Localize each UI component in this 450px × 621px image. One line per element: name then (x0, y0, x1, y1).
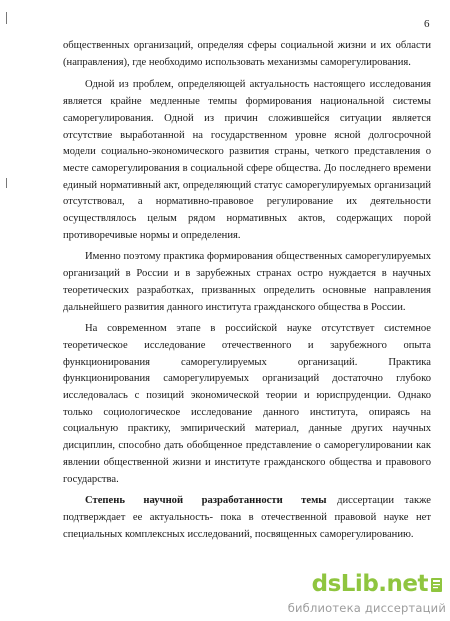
section-lead-bold: Степень научной разработанности темы (85, 495, 327, 507)
watermark-tagline: библиотека диссертаций (287, 601, 446, 615)
scan-margin-mark (6, 12, 7, 24)
paragraph: На современном этапе в российской науке отсутствует системное теоретическое исследование отечественного и зарубежного опыта функционирования саморегулируемых организаций. Практика функционирования саморегулируемых организаций достаточно глубоко исследовалась с позиций экономической теории и юриспруденции. Однако только социологическое исследование данного института, опираясь на социальную практику, эмпирический материал, данные других научных дисциплин, способно дать обобщенное представление о саморегулировании как явлении общественной жизни и институте гражданского общества и правового государства. (63, 323, 431, 485)
paragraph: Именно поэтому практика формирования общественных саморегулируемых организаций в России и в зарубежных странах остро нуждается в научных теоретических разработках, призванных определить основные направления дальнейшего развития данного института гражданского общества в России. (63, 251, 431, 313)
page-number: 6 (424, 18, 430, 30)
paragraph (63, 493, 431, 543)
dslib-watermark (268, 571, 446, 618)
scan-margin-mark (6, 178, 7, 188)
paragraph: Одной из проблем, определяющей актуальность настоящего исследования является крайне медленные темпы формирования национальной системы саморегулирования. Одной из причин сложившейся ситуации является отсутствие выработанной на государственном уровне ясной долгосрочной модели социально-экономического развития страны, четкого представления о месте саморегулирования в социальной сфере общества. До последнего времени единый нормативный акт, определяющий статус саморегулируемых организаций отсутствовал, а нормативно-правовое регулирование их деятельности осуществлялось целым рядом нормативных актов, содержащих порой противоречивые нормы и определения. (63, 79, 431, 241)
watermark-logo-text: dsLib.net (311, 571, 428, 597)
book-icon (430, 577, 444, 593)
watermark-logo (268, 571, 446, 600)
document-body (63, 38, 431, 548)
paragraph-text: диссертации также подтверждает ее актуальность- пока в отечественной правовой науке нет специальных комплексных исследований, посвященных саморегулированию. (63, 495, 431, 540)
paragraph: общественных организаций, определяя сферы социальной жизни и их области (направления), где необходимо использовать механизмы саморегулирования. (63, 40, 431, 68)
